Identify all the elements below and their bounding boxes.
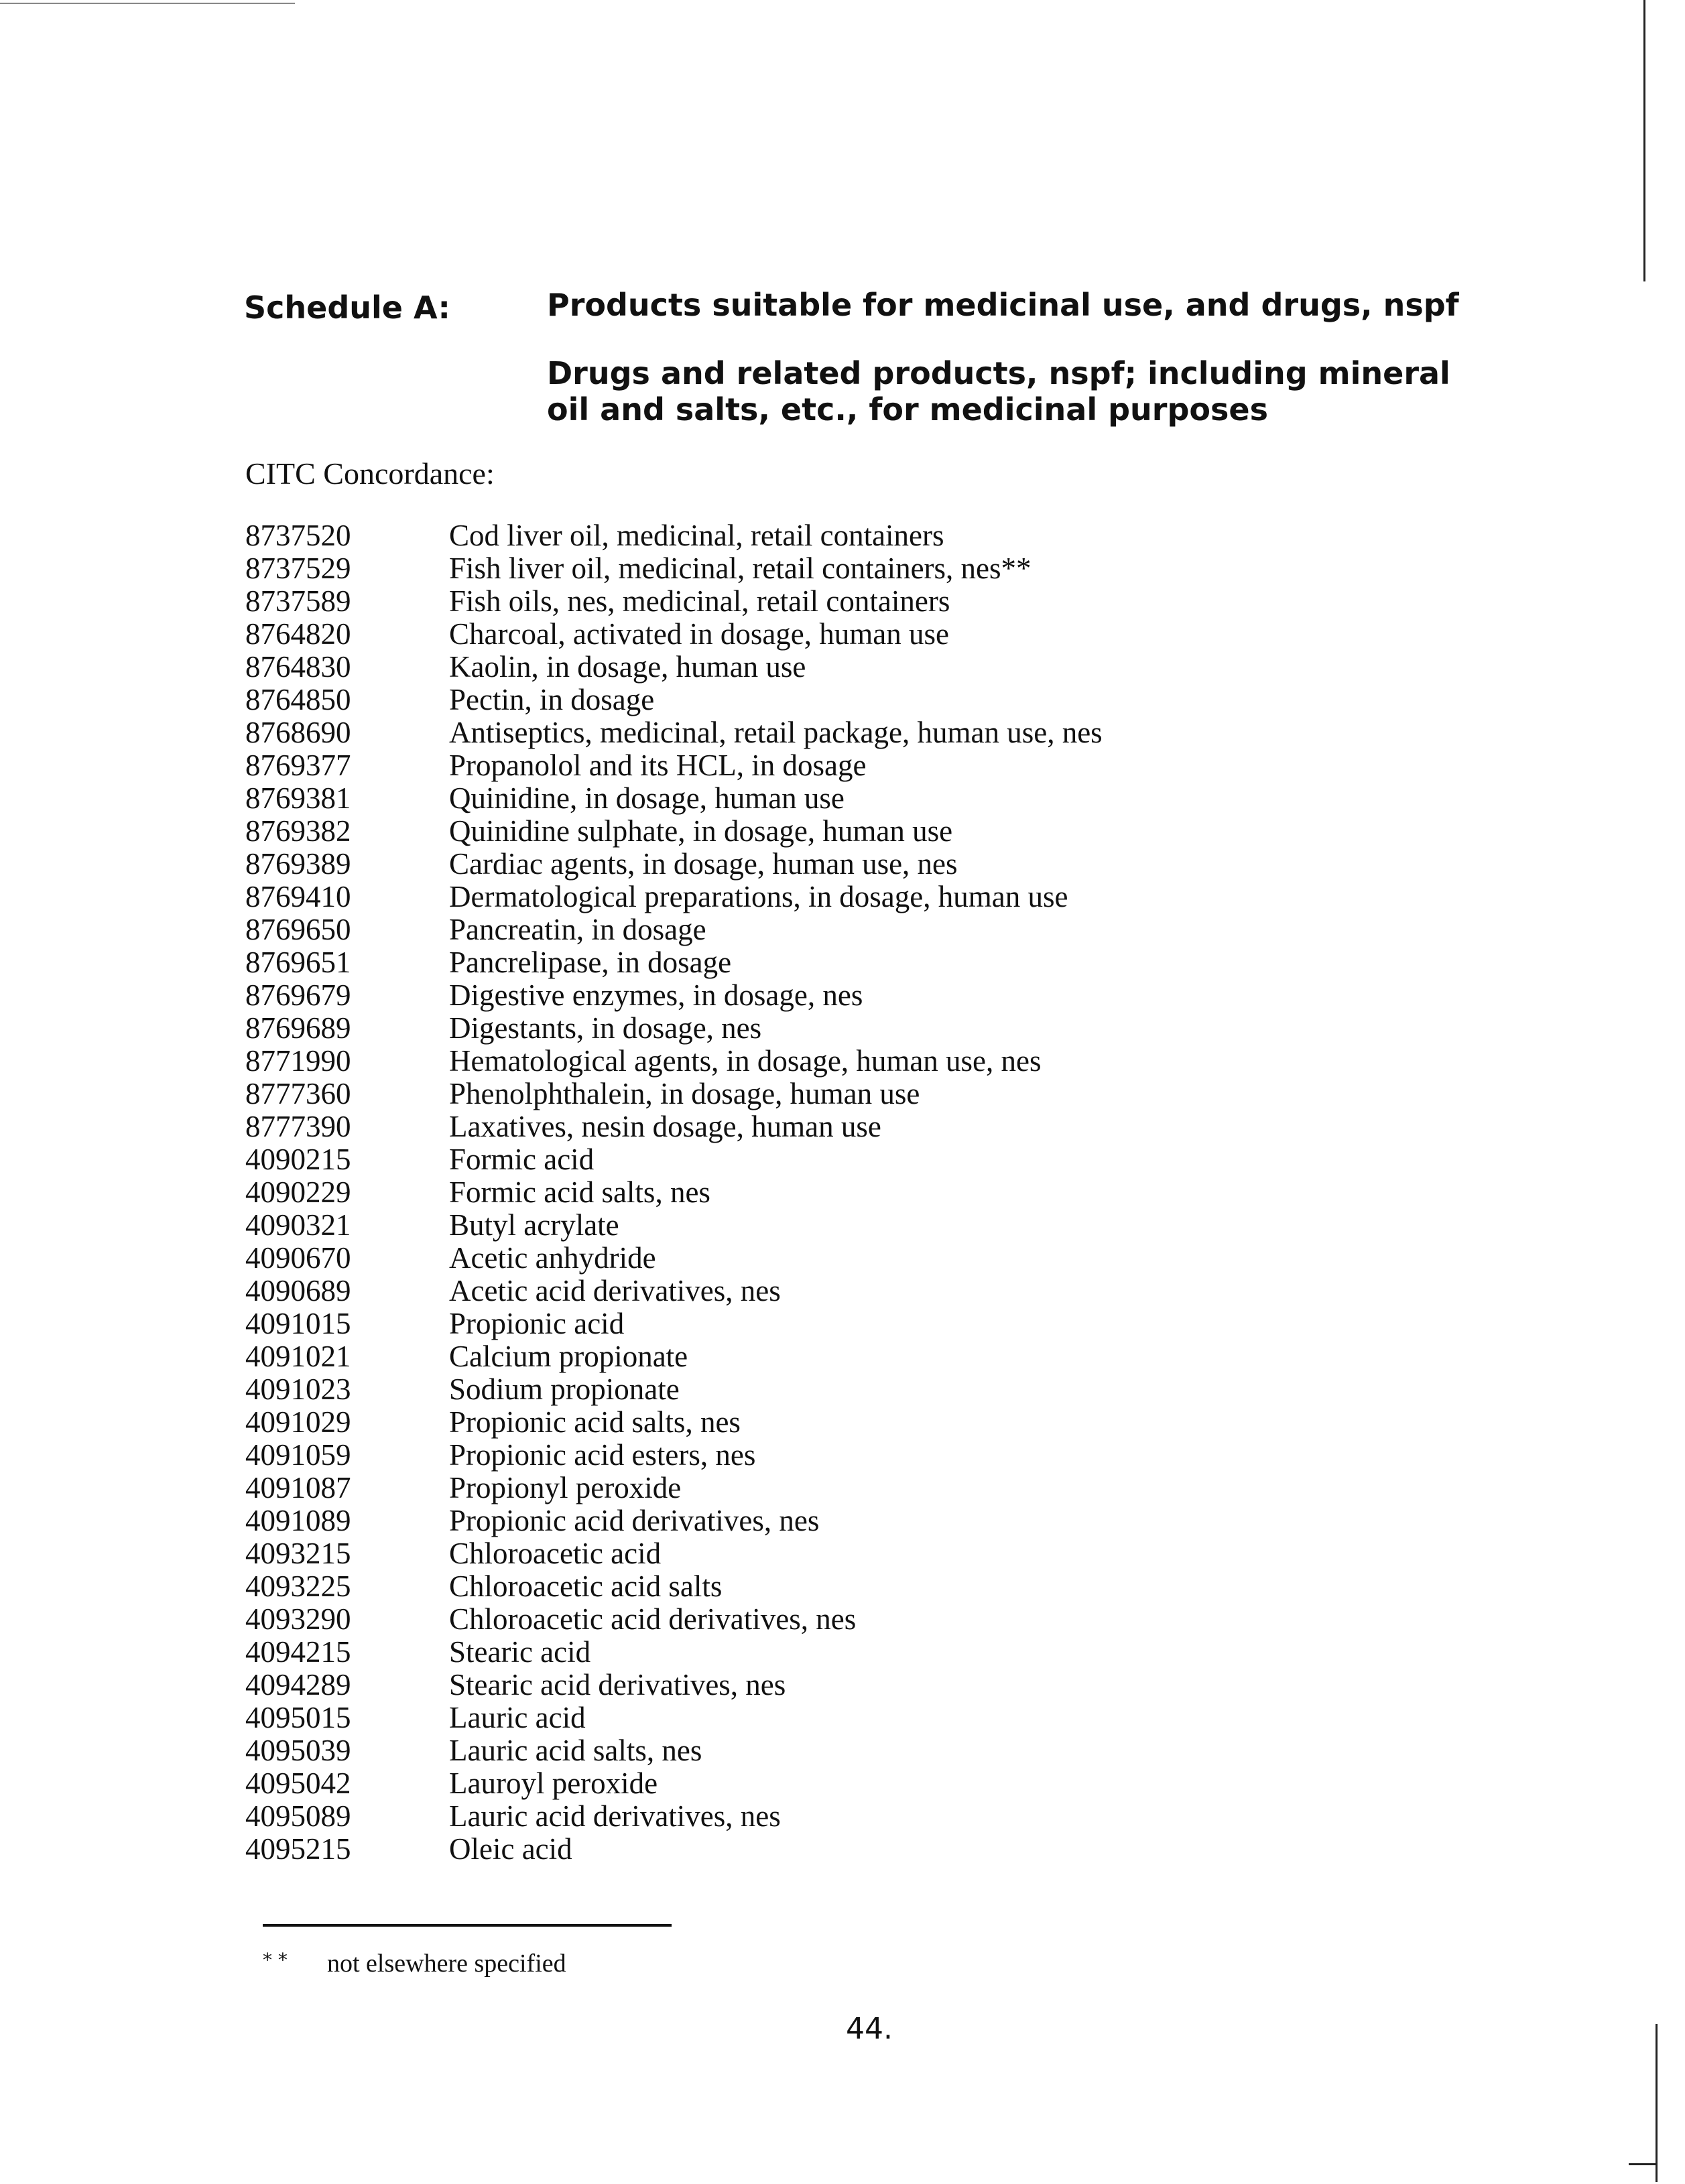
row-code: 8769650 <box>245 913 351 946</box>
row-description: Lauroyl peroxide <box>449 1767 658 1800</box>
row-description: Cod liver oil, medicinal, retail containers <box>449 519 944 552</box>
schedule-subtitle: Drugs and related products, nspf; including mineral oil and salts, etc., for medicinal purposes <box>547 355 1450 428</box>
row-description: Pancrelipase, in dosage <box>449 946 732 979</box>
row-code: 4091023 <box>245 1372 351 1406</box>
row-code: 8764830 <box>245 650 351 684</box>
schedule-label: Schedule A: <box>244 290 450 326</box>
row-code: 8737520 <box>245 519 351 552</box>
row-description: Formic acid <box>449 1143 595 1176</box>
row-code: 8768690 <box>245 716 351 749</box>
row-code: 8777360 <box>245 1077 351 1110</box>
schedule-titles <box>547 287 1499 428</box>
scan-edge-bottom-right <box>1656 2024 1658 2182</box>
row-code: 8769381 <box>245 781 351 815</box>
row-description: Antiseptics, medicinal, retail package, human use, nes <box>449 716 1103 749</box>
row-code: 4093225 <box>245 1569 351 1603</box>
row-code: 8769679 <box>245 978 351 1012</box>
row-code: 4090229 <box>245 1175 351 1209</box>
row-description: Chloroacetic acid derivatives, nes <box>449 1602 857 1636</box>
row-code: 4091087 <box>245 1471 351 1504</box>
row-description: Propanolol and its HCL, in dosage <box>449 749 867 782</box>
row-description: Pancreatin, in dosage <box>449 913 706 946</box>
row-description: Lauric acid <box>449 1701 586 1734</box>
row-code: 4090689 <box>245 1274 351 1307</box>
row-description: Quinidine, in dosage, human use <box>449 781 845 815</box>
row-code: 4091021 <box>245 1340 351 1373</box>
row-description: Quinidine sulphate, in dosage, human use <box>449 814 953 848</box>
footnote-mark: * * <box>263 1949 288 1971</box>
row-description: Laxatives, nesin dosage, human use <box>449 1110 881 1143</box>
row-description: Propionic acid esters, nes <box>449 1438 756 1472</box>
row-description: Chloroacetic acid <box>449 1537 662 1570</box>
row-description: Chloroacetic acid salts <box>449 1569 723 1603</box>
scan-edge-right <box>1643 0 1645 281</box>
row-description: Sodium propionate <box>449 1372 680 1406</box>
row-code: 4095215 <box>245 1832 351 1866</box>
row-description: Hematological agents, in dosage, human use, nes <box>449 1044 1042 1078</box>
row-description: Stearic acid <box>449 1635 591 1669</box>
row-description: Cardiac agents, in dosage, human use, nes <box>449 847 958 881</box>
row-code: 8777390 <box>245 1110 351 1143</box>
row-code: 8769651 <box>245 946 351 979</box>
row-description: Propionic acid derivatives, nes <box>449 1504 820 1537</box>
footnote-rule <box>263 1924 672 1927</box>
row-description: Digestants, in dosage, nes <box>449 1011 762 1045</box>
row-code: 4094289 <box>245 1668 351 1701</box>
row-description: Dermatological preparations, in dosage, human use <box>449 880 1068 913</box>
row-code: 8769377 <box>245 749 351 782</box>
scan-edge-top-left <box>0 3 295 4</box>
row-description: Stearic acid derivatives, nes <box>449 1668 786 1701</box>
row-description: Kaolin, in dosage, human use <box>449 650 806 684</box>
row-description: Digestive enzymes, in dosage, nes <box>449 978 863 1012</box>
row-code: 4093290 <box>245 1602 351 1636</box>
row-description: Formic acid salts, nes <box>449 1175 710 1209</box>
row-code: 4090215 <box>245 1143 351 1176</box>
row-code: 8771990 <box>245 1044 351 1078</box>
row-description: Calcium propionate <box>449 1340 688 1373</box>
row-description: Charcoal, activated in dosage, human use <box>449 617 949 651</box>
schedule-title: Products suitable for medicinal use, and drugs, nspf <box>547 287 1459 323</box>
row-code: 4095042 <box>245 1767 351 1800</box>
row-code: 4091029 <box>245 1405 351 1439</box>
row-description: Acetic acid derivatives, nes <box>449 1274 781 1307</box>
row-code: 8769689 <box>245 1011 351 1045</box>
row-description: Acetic anhydride <box>449 1241 656 1275</box>
row-description: Lauric acid derivatives, nes <box>449 1799 781 1833</box>
row-description: Propionic acid <box>449 1307 625 1340</box>
row-description: Pectin, in dosage <box>449 683 655 716</box>
row-description: Lauric acid salts, nes <box>449 1734 702 1767</box>
row-code: 4095015 <box>245 1701 351 1734</box>
row-code: 4093215 <box>245 1537 351 1570</box>
footnote <box>263 1949 566 1978</box>
row-code: 4091015 <box>245 1307 351 1340</box>
row-code: 8764820 <box>245 617 351 651</box>
row-code: 8764850 <box>245 683 351 716</box>
row-code: 4090321 <box>245 1208 351 1242</box>
row-code: 4095039 <box>245 1734 351 1767</box>
row-code: 4091059 <box>245 1438 351 1472</box>
row-code: 4094215 <box>245 1635 351 1669</box>
footnote-text: not elsewhere specified <box>327 1949 566 1978</box>
row-description: Fish liver oil, medicinal, retail containers, nes** <box>449 552 1032 585</box>
row-code: 4091089 <box>245 1504 351 1537</box>
row-description: Phenolphthalein, in dosage, human use <box>449 1077 920 1110</box>
row-description: Fish oils, nes, medicinal, retail containers <box>449 584 950 618</box>
row-description: Oleic acid <box>449 1832 572 1866</box>
row-description: Butyl acrylate <box>449 1208 619 1242</box>
row-code: 8737529 <box>245 552 351 585</box>
scan-edge-corner <box>1629 2163 1657 2165</box>
concordance-label: CITC Concordance: <box>245 456 495 491</box>
row-code: 4095089 <box>245 1799 351 1833</box>
row-code: 8769410 <box>245 880 351 913</box>
row-description: Propionic acid salts, nes <box>449 1405 741 1439</box>
row-code: 8737589 <box>245 584 351 618</box>
page-number: 44. <box>846 2012 893 2046</box>
row-code: 4090670 <box>245 1241 351 1275</box>
row-code: 8769389 <box>245 847 351 881</box>
row-description: Propionyl peroxide <box>449 1471 682 1504</box>
row-code: 8769382 <box>245 814 351 848</box>
